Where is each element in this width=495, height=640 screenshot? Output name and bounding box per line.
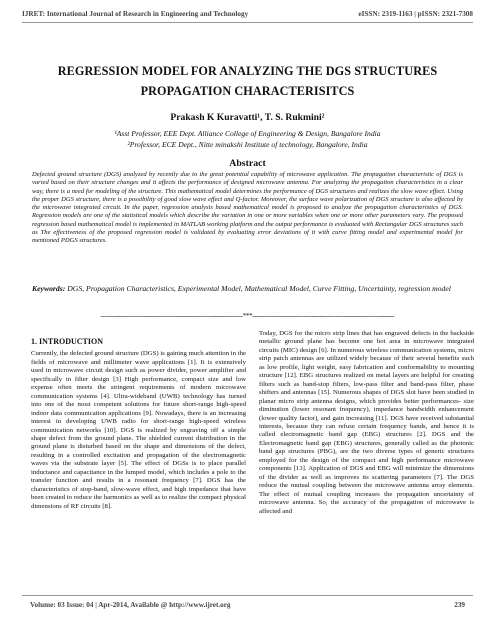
abstract-body: Defected ground structure (DGS) analyzed by recently due to the great potential capability of microwave application. The propagation characteristic of DGS is varied based on their structure changes and it affects the performance of designed microwave antenna. For analyzing the propagation characteristics in a clear way, there is a need for modeling of the structure. This mathematical model determines the performance of DGS structures and realizes the slow wave effect. Using the proper DGS structure, there is a possibility of good slow wave effect and Q-factor. Moreover, the surface wave polarization of DGS structure is also affected by the microwave integrated circuit. In the paper, regression analysis based mathematical model is proposed to analyze the propagation characteristics of DGS. Regression models are one of the statistical models which describe the variation in one or more variables when one or more other parameters vary. The proposed regression based mathematical model is implemented in MATLAB working platform and the output performance is evaluated with Rectangular DGS structures such as The effectiveness of the proposed regression model is validated by evaluating error deviations of it with curve fitting model and experimental model for mentioned PDGS structures. [32, 171, 463, 244]
affiliation-2: ²Professor, ECE Dept., Nitte minakshi Institute of technology, Bangalore, India [127, 140, 368, 149]
keywords [32, 282, 463, 296]
running-footer [30, 601, 465, 609]
authors: Prakash K Kuravatti¹, T. S. Rukmini² [170, 112, 325, 123]
right-column-text: Today, DGS for the micro strip lines that has engraved defects in the backside metallic ground plane has become one hot area in microwave integrated circuits (MIC) design [6]. In numerous wireless communication systems, micro strip patch antennas are utilized widely because of their several benefits such as low profile, light weight, easy fabrication and conformability to mounting structure [12]. EBG structures realized on metal layers are helpful for creating filters such as band-stop filters, low-pass filter and band-pass filter, phase shifters and antennas [15]. Numerous shapes of DGS slot have been studied in planar micro strip antenna designs, which provides better performances- size diminution (lower resonant frequency), impedance bandwidth enhancement (lower quality factor), and gain increasing [11]. DGS have received substantial interests, because they can refuse certain frequency bands, and hence it is called electromagnetic band gap (EBG) structures [2]. DGS and the Electromagnetic band gap (EBG) structures, generally called as the photonic band gap structures (PBG), are the two diverse types of generic structures employed for the design of the compact and high performance microwave components [13]. Application of DGS and EBG will minimize the dimensions of the divider as well as improves its scattering parameters [7]. The DGS reduce the mutual coupling between the microwave antenna array elements. The effect of mutual coupling increases the propagation uncertainty of microwave antenna. So, the accuracy of the propagation of microwave is affected and [259, 330, 474, 515]
issn: eISSN: 2319-1163 | pISSN: 2321-7308 [358, 10, 473, 18]
page-number: 239 [454, 601, 465, 609]
abstract-heading: Abstract [229, 158, 266, 169]
right-column [259, 330, 474, 516]
keywords-text: DGS, Propagation Characteristics, Experimental Model, Mathematical Model, Curve Fitting, Uncertainty, regression model [67, 284, 451, 293]
left-column-text: Currently, the defected ground structure (DGS) is gaining much attention in the fields of microwave and millimeter wave applications [1]. It is extensively used in microwave circuit design such as power divider, power amplifier and specifically in filter design [3] High performance, compact size and low expense often meets the stringent requirements of modern microwave communication systems [4]. Ultra-wideband (UWB) technology has turned into one of the most competent solutions for future short-range high-speed indoor data communication applications [9]. Nowadays, there is an increasing interest in developing UWB radio for short-range high-speed wireless communication networks [10]. DGS is realized by engraving off a simple shape defect from the ground plane. The shielded current distribution in the ground plane is disturbed based on the shape and dimensions of the defect, resulting in a controlled excitation and propagation of the electromagnetic waves via the substrate layer [5]. The effect of DGSs is to place parallel inductance and capacitance in the lumped model, which includes a pole to the transfer function and results in a resonant frequency [7]. DGS has the characteristics of stop-band, slow-wave effect, and high impedance that have been created to reduce the harmonics as well as to realize the compact physical dimensions of RF circuits [8]. [31, 350, 246, 510]
journal-name: IJRET: International Journal of Research in Engineering and Technology [22, 10, 249, 18]
title-line-2: PROPAGATION CHARACTERISITCS [140, 84, 355, 98]
separator: ----------------------------------------------------------------------***---------------------------------------------------------------------- [100, 312, 395, 320]
footer-rule [22, 595, 473, 596]
header-rule [22, 22, 473, 23]
running-header [22, 10, 473, 18]
affiliation-1: ¹Asst Professor, EEE Dept. Alliance College of Engineering & Design, Bangalore India [114, 129, 381, 138]
title-line-1: REGRESSION MODEL FOR ANALYZING THE DGS STRUCTURES [57, 64, 438, 78]
volume-info: Volume: 03 Issue: 04 | Apr-2014, Available @ http://www.ijret.org [30, 601, 231, 609]
section-title: 1. INTRODUCTION [31, 337, 104, 346]
keywords-label: Keywords: [32, 284, 66, 293]
affiliations [22, 128, 473, 150]
paper-title [22, 61, 473, 101]
left-column [31, 338, 246, 511]
